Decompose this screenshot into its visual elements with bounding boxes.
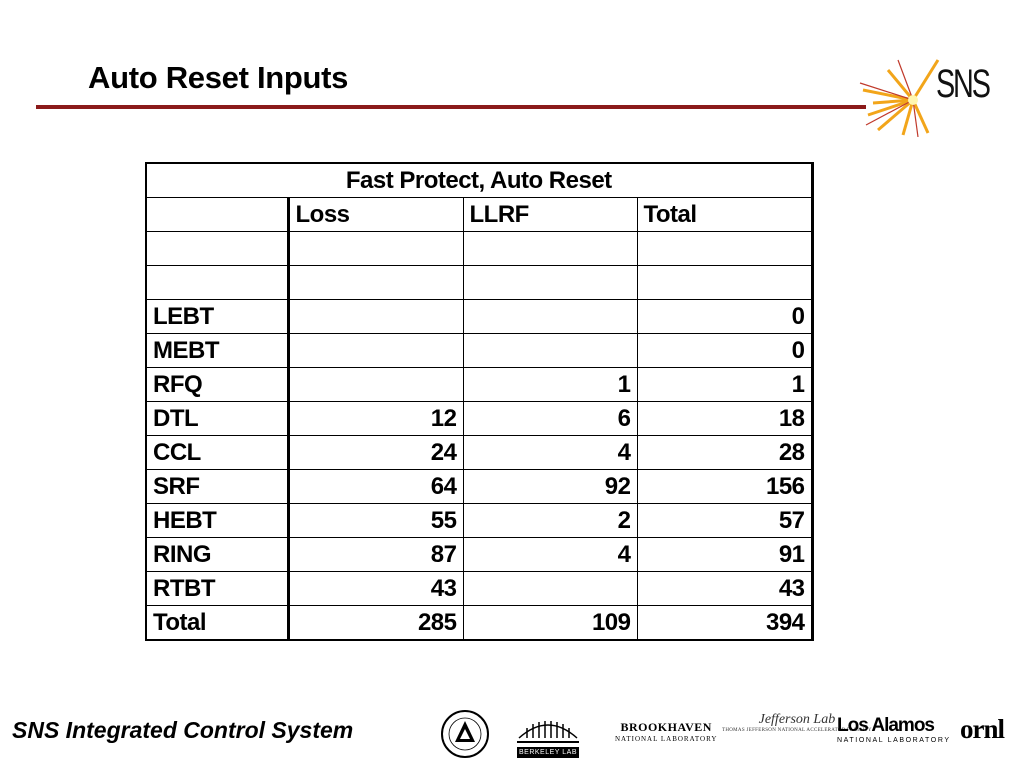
header-cell-loss: Loss: [288, 198, 463, 232]
table-row: [146, 538, 812, 572]
table-row: [146, 572, 812, 606]
row-label: SRF: [146, 470, 288, 504]
jefferson-lab-name: Jefferson Lab: [758, 712, 836, 727]
row-label: MEBT: [146, 334, 288, 368]
table-cell: 57: [637, 504, 812, 538]
title-underline: [36, 105, 866, 109]
table-cell: [288, 232, 463, 266]
table-cell: 55: [288, 504, 463, 538]
table-row: [146, 368, 812, 402]
table-cell: 6: [463, 402, 637, 436]
header-cell-total: Total: [637, 198, 812, 232]
table-row: [146, 504, 812, 538]
header-cell-llrf: LLRF: [463, 198, 637, 232]
table-cell: [146, 232, 288, 266]
row-label: RTBT: [146, 572, 288, 606]
table-row-empty: [146, 266, 812, 300]
table-cell: 24: [288, 436, 463, 470]
row-label: RFQ: [146, 368, 288, 402]
table-cell: 0: [637, 300, 812, 334]
table-cell: [288, 300, 463, 334]
table-cell: [288, 266, 463, 300]
table-row: [146, 436, 812, 470]
table-cell: 4: [463, 436, 637, 470]
sns-logo-text: SNS: [936, 62, 989, 106]
table-cell: [288, 368, 463, 402]
table-cell: 2: [463, 504, 637, 538]
table-cell: 12: [288, 402, 463, 436]
berkeley-lab-icon: [515, 704, 581, 748]
table-cell: [463, 266, 637, 300]
table-cell: 156: [637, 470, 812, 504]
table-total-row: [146, 606, 812, 641]
table-cell: 43: [637, 572, 812, 606]
table-cell: [637, 232, 812, 266]
table-cell: 91: [637, 538, 812, 572]
table-row: [146, 334, 812, 368]
berkeley-lab-label: BERKELEY LAB: [518, 749, 577, 756]
argonne-seal-icon: [440, 708, 490, 760]
table-caption: Fast Protect, Auto Reset: [146, 163, 812, 198]
table-header-row: [146, 198, 812, 232]
los-alamos-logo: [837, 715, 951, 744]
row-label: LEBT: [146, 300, 288, 334]
brookhaven-logo: [615, 720, 717, 743]
total-loss: 285: [288, 606, 463, 641]
row-label: DTL: [146, 402, 288, 436]
partner-logos: [440, 700, 1024, 764]
table-row: [146, 470, 812, 504]
row-label: CCL: [146, 436, 288, 470]
slide-title: Auto Reset Inputs: [88, 60, 349, 95]
table-row: [146, 402, 812, 436]
table-caption-row: [146, 163, 812, 198]
table-cell: 0: [637, 334, 812, 368]
table-cell: 92: [463, 470, 637, 504]
total-total: 394: [637, 606, 812, 641]
table-cell: 1: [463, 368, 637, 402]
total-label: Total: [146, 606, 288, 641]
table-cell: [463, 300, 637, 334]
table-cell: 87: [288, 538, 463, 572]
table-cell: 4: [463, 538, 637, 572]
table-cell: 43: [288, 572, 463, 606]
table-cell: [463, 334, 637, 368]
table-cell: 28: [637, 436, 812, 470]
table-cell: 1: [637, 368, 812, 402]
table-cell: 18: [637, 402, 812, 436]
total-llrf: 109: [463, 606, 637, 641]
table-cell: [463, 572, 637, 606]
footer-text: SNS Integrated Control System: [12, 717, 354, 743]
row-label: HEBT: [146, 504, 288, 538]
table-row: [146, 300, 812, 334]
table-cell: [463, 232, 637, 266]
table-cell: 64: [288, 470, 463, 504]
los-alamos-name: Los Alamos: [837, 715, 934, 736]
table-cell: [637, 266, 812, 300]
header-cell: [146, 198, 288, 232]
brookhaven-subtitle: NATIONAL LABORATORY: [615, 735, 718, 743]
row-label: RING: [146, 538, 288, 572]
table-row-empty: [146, 232, 812, 266]
los-alamos-subtitle: NATIONAL LABORATORY: [837, 737, 951, 744]
jefferson-lab-subtitle: THOMAS JEFFERSON NATIONAL ACCELERATOR FACILITY: [722, 728, 872, 733]
table-cell: [146, 266, 288, 300]
table-cell: [288, 334, 463, 368]
brookhaven-name: BROOKHAVEN: [620, 720, 712, 734]
auto-reset-table: [145, 162, 814, 641]
ornl-logo: ornl: [960, 714, 1005, 744]
